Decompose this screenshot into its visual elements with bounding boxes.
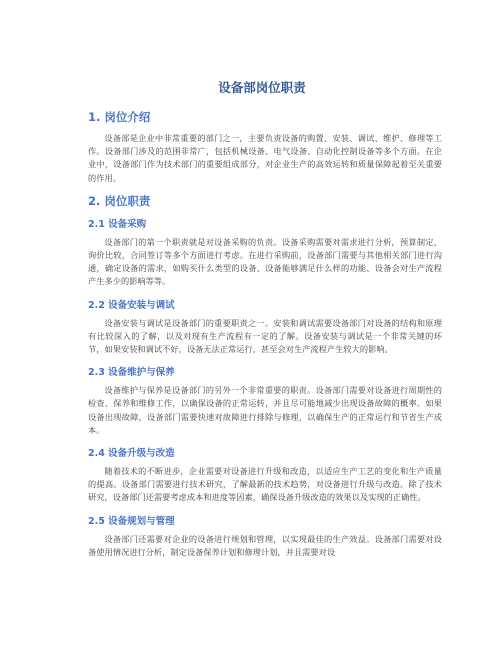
subsection-paragraph: 设备部门的第一个职责就是对设备采购的负责。设备采购需要对需求进行分析，预算制定，询价比较，合同签订等多个方面进行考虑。在进行采购前，设备部门需要与其他相关部门进行沟通，确定设备的需求，如购买什么类型的设备、设备能够满足什么样的功能、设备会对生产流程产生多少的影响等等。 — [88, 236, 442, 287]
subsection-upgrade — [74, 445, 442, 505]
subsection-heading: 2.4 设备升级与改造 — [88, 448, 175, 460]
subsection-heading: 2.5 设备规划与管理 — [88, 515, 175, 527]
section-paragraph: 设备部是企业中非常重要的部门之一，主要负责设备的购置、安装、调试、维护、修理等工作。设备部门涉及的范围非常广，包括机械设备、电气设备、自动化控制设备等多个方面。在企业中，设备部门作为技术部门的重要组成部分，对企业生产的高效运转和质量保障起着至关重要的作用。 — [88, 133, 442, 183]
subsection-installation — [74, 297, 442, 357]
section-heading: 1. 岗位介绍 — [88, 110, 151, 124]
subsection-paragraph: 设备安装与调试是设备部门的重要职责之一。安装和调试需要设备部门对设备的结构和原理有比较深入的了解，以及对现有生产流程有一定的了解。设备安装与调试是一个非常关键的环节，如果安装和调试不好，设备无法正常运行，甚至会对生产流程产生较大的影响。 — [88, 317, 442, 355]
subsection-paragraph: 随着技术的不断进步，企业需要对设备进行升级和改造，以适应生产工艺的变化和生产质量的提高。设备部门需要进行技术研究，了解最新的技术趋势，对设备进行升级与改造。除了技术研究，设备部门还需要考虑成本和进度等因素，确保设备升级改造的效果以及实现的正确性。 — [88, 466, 442, 503]
subsection-heading: 2.1 设备采购 — [88, 218, 147, 230]
subsection-paragraph: 设备部门还需要对企业的设备进行规划和管理，以实现最佳的生产效益。设备部门需要对设备使用情况进行分析，制定设备保养计划和修理计划，并且需要对设 — [88, 533, 442, 557]
subsection-heading: 2.3 设备维护与保养 — [88, 367, 175, 379]
section-intro — [74, 109, 442, 185]
document-title: 设备部岗位职责 — [218, 80, 306, 95]
subsection-paragraph: 设备维护与保养是设备部门的另外一个非常重要的职责。设备部门需要对设备进行周期性的检查、保养和维修工作，以确保设备的正常运转，并且尽可能地减少出现设备故障的概率。如果设备出现故障，设备部门需要快速对故障进行排除与修理，以确保生产的正常运行和节省生产成本。 — [88, 385, 442, 435]
section-heading: 2. 岗位职责 — [88, 193, 151, 208]
subsection-heading: 2.2 设备安装与调试 — [88, 299, 175, 311]
section-duties — [74, 193, 442, 559]
subsection-maintenance — [74, 364, 442, 437]
subsection-planning — [74, 513, 442, 559]
subsection-procurement — [74, 216, 442, 289]
